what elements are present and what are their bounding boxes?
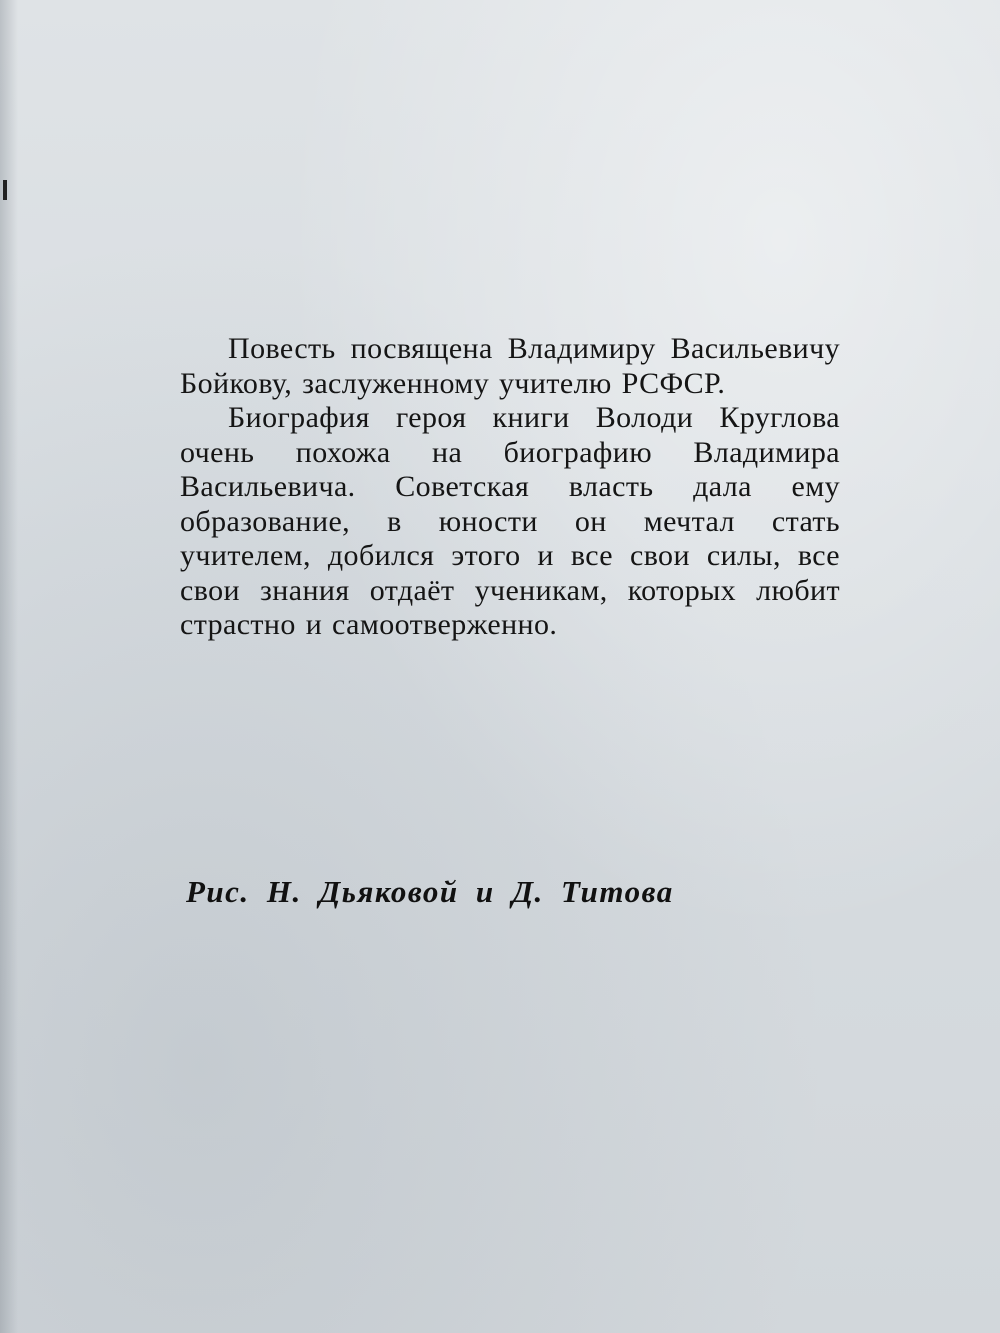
dedication-text xyxy=(180,332,840,643)
biography-paragraph: Биография героя книги Володи Круглова очень похожа на биографию Владимира Васильевича. Советская власть дала ему образование, в юности он мечтал стать учителем, добился этого и все свои силы, все свои знания отдаёт ученикам, которых любит страстно и самоотверженно. xyxy=(180,401,840,641)
illustration-credit: Рис. Н. Дьяковой и Д. Титова xyxy=(186,874,674,909)
dedication-paragraph: Повесть посвящена Владимиру Васильевичу Бойкову, заслуженному учителю РСФСР. xyxy=(180,332,840,400)
edge-mark xyxy=(3,180,7,200)
